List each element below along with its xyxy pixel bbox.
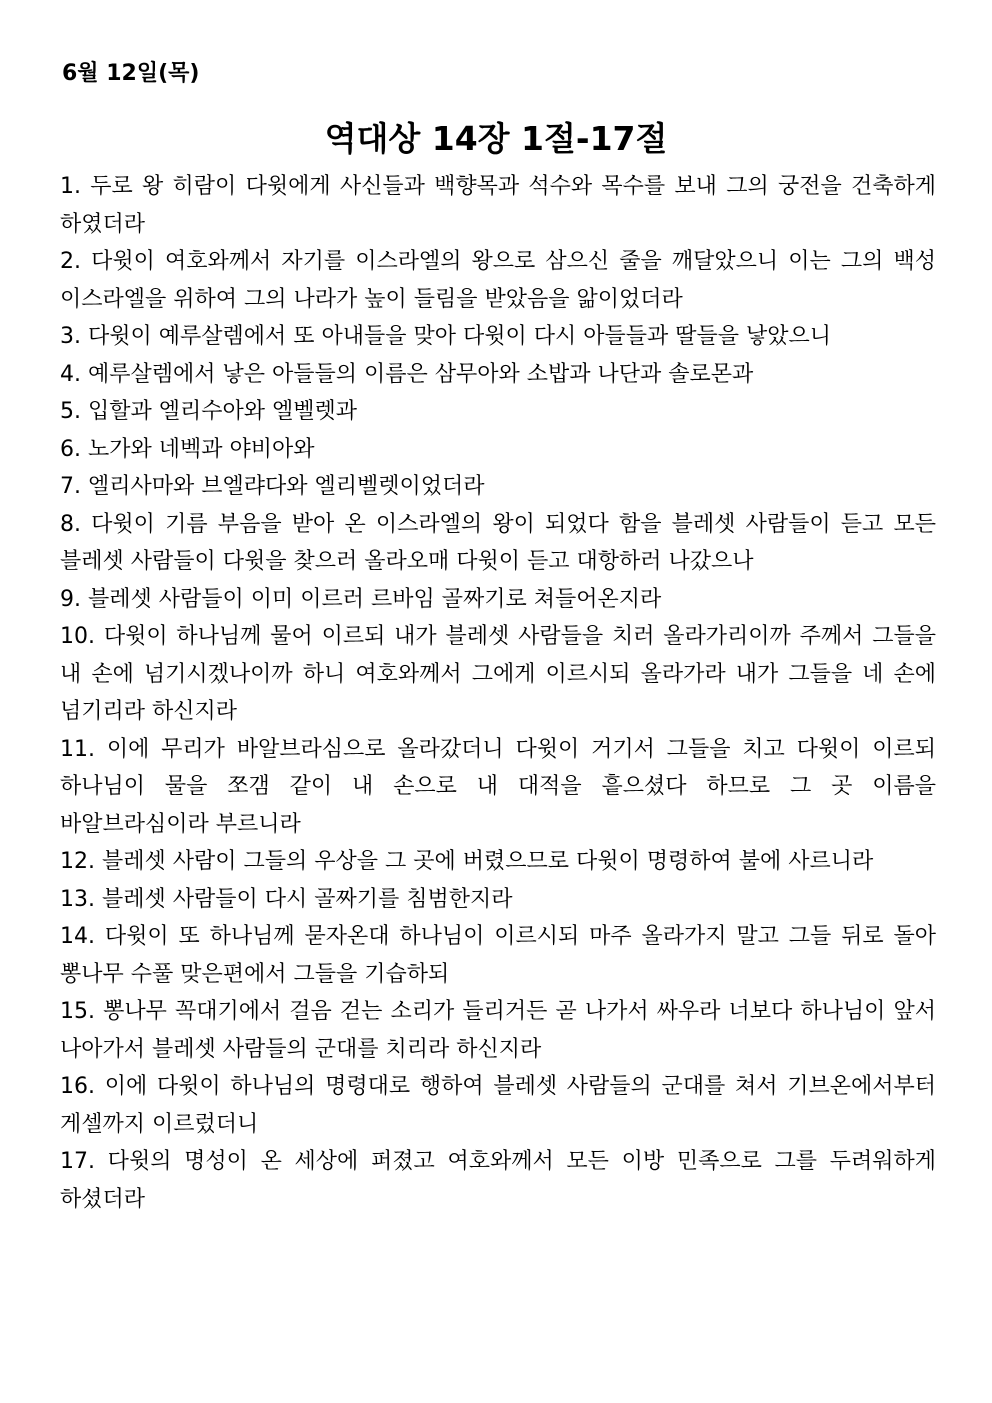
verse-13: 13. 블레셋 사람들이 다시 골짜기를 침범한지라 xyxy=(60,886,513,912)
verse-8: 8. 다윗이 기름 부음을 받아 온 이스라엘의 왕이 되었다 함을 블레셋 사람들이 듣고 모든 블레셋 사람들이 다윗을 찾으러 올라오매 다윗이 듣고 대항하러 나갔으나 xyxy=(60,511,936,574)
verse-3: 3. 다윗이 예루살렘에서 또 아내들을 맞아 다윗이 다시 아들들과 딸들을 낳았으니 xyxy=(60,324,831,349)
verse-15: 15. 뽕나무 꼭대기에서 걸음 걷는 소리가 들리거든 곧 나가서 싸우라 너보다 하나님이 앞서 나아가서 블레셋 사람들의 군대를 치리라 하신지라 xyxy=(60,999,936,1062)
verse-2: 2. 다윗이 여호와께서 자기를 이스라엘의 왕으로 삼으신 줄을 깨달았으니 이는 그의 백성 이스라엘을 위하여 그의 나라가 높이 들림을 받았음을 앎이었더라 xyxy=(60,249,936,312)
verse-list xyxy=(60,168,936,1218)
verse-9: 9. 블레셋 사람들이 이미 이르러 르바임 골짜기로 쳐들어온지라 xyxy=(60,586,662,612)
verse-4: 4. 예루살렘에서 낳은 아들들의 이름은 삼무아와 소밥과 나단과 솔로몬과 xyxy=(60,361,754,387)
verse-6: 6. 노가와 네벡과 야비아와 xyxy=(60,436,315,462)
verse-10: 10. 다윗이 하나님께 물어 이르되 내가 블레셋 사람들을 치러 올라가리이까 주께서 그들을 내 손에 넘기시겠나이까 하니 여호와께서 그에게 이르시되 올라가라 내가 그들을 네 손에 넘기리라 하신지라 xyxy=(60,624,936,724)
verse-11: 11. 이에 무리가 바알브라심으로 올라갔더니 다윗이 거기서 그들을 치고 다윗이 이르되 하나님이 물을 쪼갬 같이 내 손으로 내 대적을 흩으셨다 하므로 그 곳 이름을 바알브라심이라 부르니라 xyxy=(60,736,936,837)
verse-7: 7. 엘리사마와 브엘랴다와 엘리벨렛이었더라 xyxy=(60,474,485,499)
verse-14: 14. 다윗이 또 하나님께 묻자온대 하나님이 이르시되 마주 올라가지 말고 그들 뒤로 돌아 뽕나무 수풀 맞은편에서 그들을 기습하되 xyxy=(60,924,936,987)
verse-16: 16. 이에 다윗이 하나님의 명령대로 행하여 블레셋 사람들의 군대를 쳐서 기브온에서부터 게셀까지 이르렀더니 xyxy=(60,1074,936,1137)
reading-date: 6월 12일(목) xyxy=(62,61,200,86)
verse-17: 17. 다윗의 명성이 온 세상에 퍼졌고 여호와께서 모든 이방 민족으로 그를 두려워하게 하셨더라 xyxy=(60,1149,936,1212)
verse-12: 12. 블레셋 사람이 그들의 우상을 그 곳에 버렸으므로 다윗이 명령하여 불에 사르니라 xyxy=(60,849,874,874)
verse-1: 1. 두로 왕 히람이 다윗에게 사신들과 백향목과 석수와 목수를 보내 그의 궁전을 건축하게 하였더라 xyxy=(60,174,936,237)
verse-5: 5. 입할과 엘리수아와 엘벨렛과 xyxy=(60,399,357,424)
page-title: 역대상 14장 1절-17절 xyxy=(324,119,668,158)
